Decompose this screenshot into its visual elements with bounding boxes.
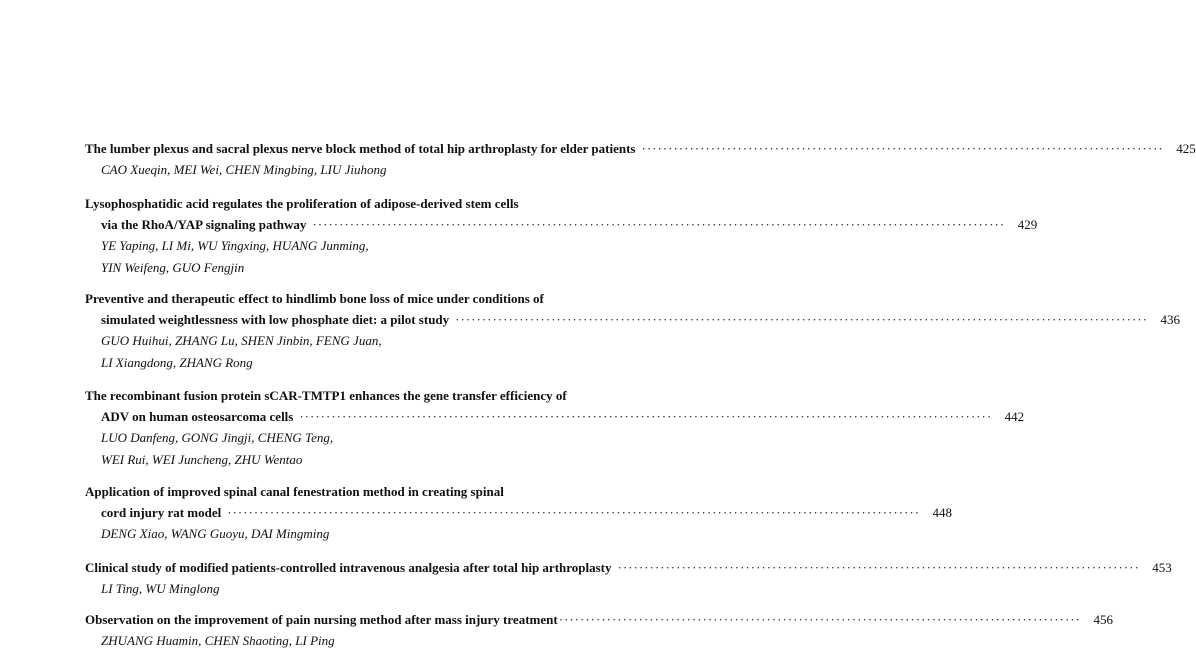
page-number: 448 [932,505,953,520]
toc-title-line [85,385,809,406]
toc-title-text: simulated weightlessness with low phosphate diet: a pilot study [101,312,450,327]
toc-entry [85,385,1025,470]
toc-authors: LUO Danfeng, GONG Jingji, CHENG Teng, [101,430,334,445]
toc-title-text: ADV on human osteosarcoma cells [101,409,294,424]
toc-title-text: cord injury rat model [101,505,222,520]
toc-title-text: via the RhoA/YAP signaling pathway [101,217,307,232]
toc-entry [85,481,953,545]
leader-dots: ·································································································· [558,612,1081,627]
toc-authors: LI Ting, WU Minglong [101,581,220,596]
leader-dots: ·································································································································· [227,505,921,520]
toc-authors: ZHUANG Huamin, CHEN Shaoting, LI Ping [101,633,335,648]
toc-authors: CAO Xueqin, MEI Wei, CHEN Mingbing, LIU Jiuhong [101,162,387,177]
toc-title-line [85,502,953,523]
leader-dots: ·································································································· [641,141,1164,156]
page-number: 442 [1004,409,1025,424]
toc-authors: YIN Weifeng, GUO Fengjin [101,259,245,275]
toc-title-text: Preventive and therapeutic effect to hindlimb bone loss of mice under conditions of [85,291,544,306]
toc-title-line [85,193,809,214]
toc-title-line [85,214,1038,235]
toc-entry [85,609,1113,652]
toc-entry [85,557,1172,600]
toc-title-line [85,288,809,309]
toc-authors: LI Xiangdong, ZHANG Rong [101,354,253,370]
toc-title-line [85,481,809,502]
page-number: 453 [1152,560,1172,575]
toc-title-line [85,609,1113,630]
toc-title-text: Observation on the improvement of pain nursing method after mass injury treatment [85,612,558,627]
toc-authors: YE Yaping, LI Mi, WU Yingxing, HUANG Junming, [101,238,369,253]
toc-title-line [85,406,1025,427]
toc-title-line [85,557,1172,578]
toc-title-text: Lysophosphatidic acid regulates the proliferation of adipose-derived stem cells [85,196,519,211]
toc-title-text: The recombinant fusion protein sCAR-TMTP1 enhances the gene transfer efficiency of [85,388,567,403]
toc-authors: DENG Xiao, WANG Guoyu, DAI Mingming [101,526,330,541]
toc-title-text: Application of improved spinal canal fenestration method in creating spinal [85,484,504,499]
toc-title-text: Clinical study of modified patients-controlled intravenous analgesia after total hip arthroplasty [85,560,612,575]
toc-entry [85,138,1196,181]
toc-title-line [85,138,1196,159]
toc-entry [85,193,1038,278]
leader-dots: ·································································································································· [299,409,993,424]
toc-entry [85,288,1180,373]
page-number: 436 [1160,312,1180,327]
toc-title-text: The lumber plexus and sacral plexus nerve block method of total hip arthroplasty for elder patients [85,141,636,156]
toc-authors: GUO Huihui, ZHANG Lu, SHEN Jinbin, FENG Juan, [101,333,382,348]
toc-title-line [85,309,1180,330]
page-number: 425 [1176,141,1196,156]
page-number: 429 [1017,217,1038,232]
leader-dots: ·································································································································· [312,217,1006,232]
leader-dots: ·································································································································· [455,312,1148,327]
toc-authors: WEI Rui, WEI Juncheng, ZHU Wentao [101,451,303,467]
page-number: 456 [1093,612,1113,627]
leader-dots: ·································································································· [617,560,1140,575]
